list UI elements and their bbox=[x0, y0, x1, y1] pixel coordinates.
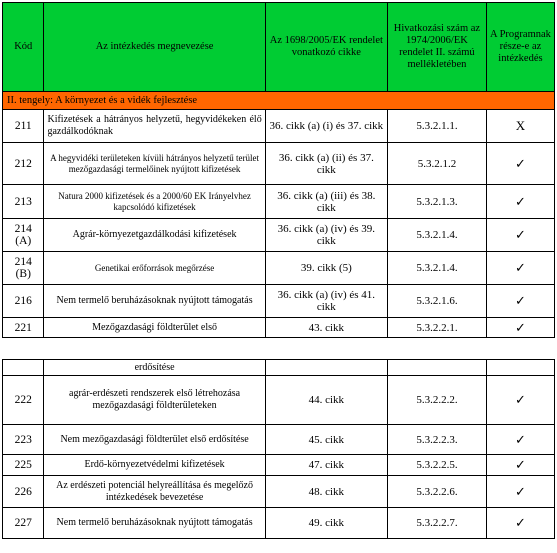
row-code: 212 bbox=[3, 143, 44, 185]
row-included: ✓ bbox=[486, 285, 554, 318]
row-included: ✓ bbox=[486, 219, 554, 252]
header-article: Az 1698/2005/EK rendelet vonatkozó cikke bbox=[265, 3, 387, 92]
row-article: 43. cikk bbox=[265, 318, 387, 338]
row-name: Genetikai erőforrások megőrzése bbox=[44, 252, 265, 285]
row-article: 39. cikk (5) bbox=[265, 252, 387, 285]
row-article: 36. cikk (a) (ii) és 37. cikk bbox=[265, 143, 387, 185]
row-included: ✓ bbox=[486, 318, 554, 338]
row-reference bbox=[387, 360, 486, 376]
row-reference: 5.3.2.2.1. bbox=[387, 318, 486, 338]
table-row bbox=[3, 285, 555, 318]
measures-table-bottom bbox=[2, 359, 555, 539]
row-reference: 5.3.2.1.6. bbox=[387, 285, 486, 318]
row-name: Az erdészeti potenciál helyreállítása és megelőző intézkedések bevezetése bbox=[44, 476, 265, 508]
row-name: Agrár-környezetgazdálkodási kifizetések bbox=[44, 219, 265, 252]
row-reference: 5.3.2.2.5. bbox=[387, 455, 486, 476]
row-included: ✓ bbox=[486, 252, 554, 285]
row-included bbox=[486, 360, 554, 376]
row-name: A hegyvidéki területeken kívüli hátrányos helyzetű terület mezőgazdasági termelőinek nyújtott kifizetések bbox=[44, 143, 265, 185]
table-row bbox=[3, 219, 555, 252]
row-name: Nem termelő beruházásoknak nyújtott támogatás bbox=[44, 508, 265, 539]
measures-table-top bbox=[2, 2, 555, 338]
table-row bbox=[3, 252, 555, 285]
row-included: ✓ bbox=[486, 376, 554, 425]
row-included: ✓ bbox=[486, 455, 554, 476]
row-reference: 5.3.2.2.3. bbox=[387, 425, 486, 455]
row-code: 226 bbox=[3, 476, 44, 508]
section-row bbox=[3, 92, 555, 110]
row-code: 214 (B) bbox=[3, 252, 44, 285]
header-reference: Hivatkozási szám az 1974/2006/EK rendelet II. számú mellékletében bbox=[387, 3, 486, 92]
row-reference: 5.3.2.1.1. bbox=[387, 110, 486, 143]
section-title: II. tengely: A környezet és a vidék fejlesztése bbox=[3, 92, 555, 110]
row-code bbox=[3, 360, 44, 376]
header-code: Kód bbox=[3, 3, 44, 92]
row-code: 227 bbox=[3, 508, 44, 539]
row-article: 36. cikk (a) (iv) és 39. cikk bbox=[265, 219, 387, 252]
row-included: ✓ bbox=[486, 476, 554, 508]
row-article bbox=[265, 360, 387, 376]
row-reference: 5.3.2.2.2. bbox=[387, 376, 486, 425]
row-code: 213 bbox=[3, 185, 44, 219]
continuation-text: erdősítése bbox=[44, 360, 265, 376]
table-row bbox=[3, 508, 555, 539]
row-reference: 5.3.2.2.7. bbox=[387, 508, 486, 539]
row-article: 49. cikk bbox=[265, 508, 387, 539]
row-included: X bbox=[486, 110, 554, 143]
row-reference: 5.3.2.1.4. bbox=[387, 252, 486, 285]
row-name: Mezőgazdasági földterület első bbox=[44, 318, 265, 338]
table-row bbox=[3, 318, 555, 338]
row-name: Kifizetések a hátrányos helyzetű, hegyvidékeken élő gazdálkodóknak bbox=[44, 110, 265, 143]
row-name: agrár-erdészeti rendszerek első létrehozása mezőgazdasági földterületeken bbox=[44, 376, 265, 425]
table-row bbox=[3, 110, 555, 143]
row-code: 222 bbox=[3, 376, 44, 425]
table-row bbox=[3, 376, 555, 425]
row-code: 225 bbox=[3, 455, 44, 476]
row-name: Nem mezőgazdasági földterület első erdősítése bbox=[44, 425, 265, 455]
row-article: 48. cikk bbox=[265, 476, 387, 508]
table-row bbox=[3, 185, 555, 219]
row-article: 45. cikk bbox=[265, 425, 387, 455]
continuation-row bbox=[3, 360, 555, 376]
header-included: A Programnak része-e az intézkedés bbox=[486, 3, 554, 92]
header-row bbox=[3, 3, 555, 92]
table-row bbox=[3, 143, 555, 185]
row-article: 36. cikk (a) (iv) és 41. cikk bbox=[265, 285, 387, 318]
row-included: ✓ bbox=[486, 425, 554, 455]
row-article: 44. cikk bbox=[265, 376, 387, 425]
header-name: Az intézkedés megnevezése bbox=[44, 3, 265, 92]
row-name: Erdő-környezetvédelmi kifizetések bbox=[44, 455, 265, 476]
table-row bbox=[3, 425, 555, 455]
row-reference: 5.3.2.1.2 bbox=[387, 143, 486, 185]
row-name: Nem termelő beruházásoknak nyújtott támogatás bbox=[44, 285, 265, 318]
row-article: 36. cikk (a) (i) és 37. cikk bbox=[265, 110, 387, 143]
row-article: 47. cikk bbox=[265, 455, 387, 476]
table-row bbox=[3, 455, 555, 476]
row-code: 216 bbox=[3, 285, 44, 318]
row-reference: 5.3.2.1.3. bbox=[387, 185, 486, 219]
row-article: 36. cikk (a) (iii) és 38. cikk bbox=[265, 185, 387, 219]
row-code: 221 bbox=[3, 318, 44, 338]
row-name: Natura 2000 kifizetések és a 2000/60 EK Irányelvhez kapcsolódó kifizetések bbox=[44, 185, 265, 219]
row-included: ✓ bbox=[486, 143, 554, 185]
row-included: ✓ bbox=[486, 508, 554, 539]
row-reference: 5.3.2.2.6. bbox=[387, 476, 486, 508]
row-included: ✓ bbox=[486, 185, 554, 219]
row-code: 223 bbox=[3, 425, 44, 455]
table-row bbox=[3, 476, 555, 508]
row-reference: 5.3.2.1.4. bbox=[387, 219, 486, 252]
row-code: 211 bbox=[3, 110, 44, 143]
row-code: 214 (A) bbox=[3, 219, 44, 252]
